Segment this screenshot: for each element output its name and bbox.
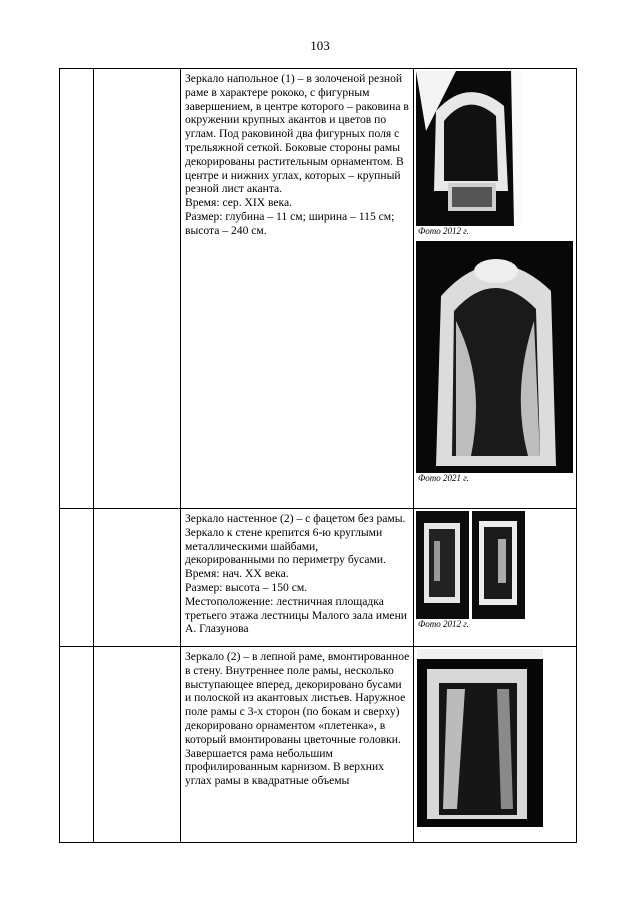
table-row [60,509,577,647]
name-cell [94,509,181,647]
number-cell [60,509,94,647]
mirror-photo [416,511,469,619]
mirror-photo [416,71,521,226]
name-cell [94,69,181,509]
number-cell [60,647,94,843]
photo-caption: Фото 2012 г. [418,226,469,236]
photo-cell [414,69,577,509]
table-row [60,69,577,509]
size-text: Размер: высота – 150 см. [185,580,308,594]
mirror-photo [417,649,543,827]
registry-table [59,68,577,843]
date-text: Время: нач. XX века. [185,567,289,581]
photo-caption: Фото 2012 г. [418,619,469,629]
photo-cell [414,647,577,843]
size-text: Размер: глубина – 11 см; ширина – 115 см; высота – 240 см. [185,209,395,237]
photo-cell [414,509,577,647]
description-cell [181,647,414,843]
description-cell [181,69,414,509]
description-text: Зеркало (2) – в лепной раме, вмонтированное в стену. Внутреннее поле рамы, несколько выступающее вперед, декорировано бусами и полоской из акантовых листьев. Наружное поле рамы с 3-х сторон (по бокам и сверху) декорировано орнаментом «плетенка», в который вмонтированы цветочные головки. Завершается рама небольшим профилированным карнизом. В верхних углах рамы в квадратные объемы [185,650,410,788]
name-cell [94,647,181,843]
photo-caption: Фото 2021 г. [418,473,469,483]
description-text: Зеркало напольное (1) – в золоченой резной раме в характере рококо, с фигурным завершением, в центре которого – раковина в окружении крупных акантов и цветов по углам. Под раковиной два фигурных поля с трельяжной сеткой. Боковые стороны рамы декорированы растительным орнаментом. В центре и нижних углах, которых – крупный резной лист аканта. [185,72,409,196]
mirror-photo [472,511,525,619]
description-cell [181,509,414,647]
page-number: 103 [310,38,330,53]
mirror-photo [416,241,573,473]
description-text: Зеркало настенное (2) – с фацетом без рамы. Зеркало к стене крепится 6-ю круглыми металлическими шайбами, декорированными по периметру бусами. [185,512,406,567]
date-text: Время: сер. XIX века. [185,196,293,210]
location-text: Местоположение: лестничная площадка третьего этажа лестницы Малого зала имени А. Глазунова [185,594,407,636]
table-row [60,647,577,843]
number-cell [60,69,94,509]
